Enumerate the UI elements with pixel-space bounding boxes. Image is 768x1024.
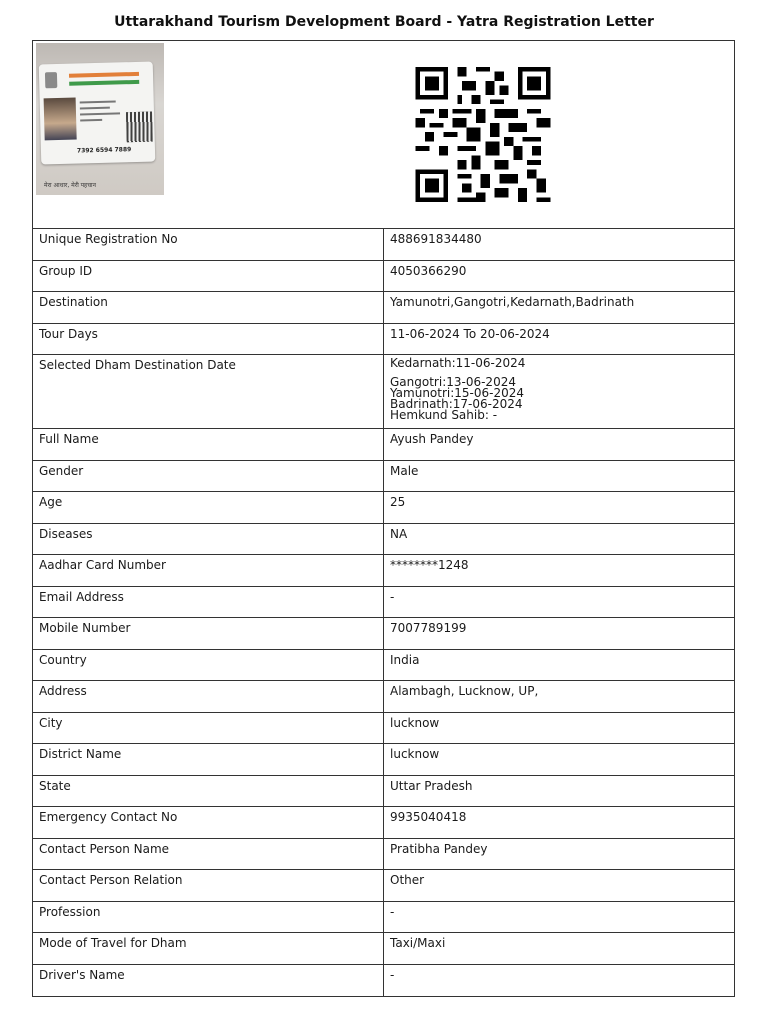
row-value-email: -	[390, 589, 395, 604]
table-row	[33, 618, 734, 650]
card-qr-icon	[126, 112, 153, 143]
row-label-dham-dates: Selected Dham Destination Date	[33, 355, 384, 428]
row-value-address: Alambagh, Lucknow, UP,	[390, 684, 539, 698]
table-row	[33, 713, 734, 745]
row-value-travel-mode: Taxi/Maxi	[390, 936, 446, 950]
table-row	[33, 261, 734, 293]
row-label-registration-no: Unique Registration No	[33, 229, 384, 260]
card-text-line	[80, 107, 110, 110]
row-value-state: Uttar Pradesh	[390, 778, 473, 793]
card-holder-photo	[44, 98, 77, 141]
row-label-contact-relation: Contact Person Relation	[33, 870, 384, 901]
row-value-destination: Yamunotri,Gangotri,Kedarnath,Badrinath	[390, 295, 635, 309]
table-row	[33, 429, 734, 461]
row-value-driver-name: -	[390, 967, 395, 982]
row-label-city: City	[33, 713, 384, 744]
qr-code-icon	[413, 67, 553, 202]
row-label-aadhar: Aadhar Card Number	[33, 555, 384, 586]
registration-table	[32, 40, 735, 997]
table-row	[33, 681, 734, 713]
aadhar-card	[39, 62, 156, 165]
table-row	[33, 229, 734, 261]
row-value-city: lucknow	[390, 715, 440, 730]
table-row	[33, 355, 734, 429]
table-row	[33, 292, 734, 324]
row-label-driver-name: Driver's Name	[33, 965, 384, 997]
row-label-contact-person: Contact Person Name	[33, 839, 384, 870]
row-value-country: India	[390, 652, 420, 667]
card-text-line	[80, 119, 102, 122]
row-label-district: District Name	[33, 744, 384, 775]
row-value-aadhar: ********1248	[390, 558, 469, 572]
row-label-tour-days: Tour Days	[33, 324, 384, 355]
card-footer-text: मेरा आधार, मेरी पहचान	[44, 182, 96, 189]
table-row	[33, 933, 734, 965]
dham-date-yamunotri: Yamunotri:15-06-2024	[390, 386, 525, 400]
row-label-state: State	[33, 776, 384, 807]
table-row	[33, 744, 734, 776]
row-value-tour-days: 11-06-2024 To 20-06-2024	[390, 326, 550, 341]
card-band-saffron	[69, 72, 139, 78]
row-label-email: Email Address	[33, 587, 384, 618]
row-value-dham-dates	[384, 355, 734, 428]
table-row	[33, 650, 734, 682]
card-text-line	[80, 101, 116, 104]
dham-date-kedarnath: Kedarnath:11-06-2024	[390, 356, 526, 370]
table-row	[33, 492, 734, 524]
row-value-district: lucknow	[390, 747, 440, 761]
row-value-emergency-contact: 9935040418	[390, 810, 467, 824]
header-row	[33, 41, 734, 229]
row-label-profession: Profession	[33, 902, 384, 933]
table-row	[33, 776, 734, 808]
row-label-travel-mode: Mode of Travel for Dham	[33, 933, 384, 964]
emblem-icon	[45, 72, 57, 88]
table-row	[33, 807, 734, 839]
card-band-green	[69, 80, 139, 86]
table-row	[33, 587, 734, 619]
row-label-age: Age	[33, 492, 384, 523]
row-value-diseases: NA	[390, 526, 408, 541]
row-value-registration-no: 488691834480	[390, 232, 482, 246]
row-value-contact-person: Pratibha Pandey	[390, 841, 488, 856]
row-label-group-id: Group ID	[33, 261, 384, 292]
table-row	[33, 461, 734, 493]
table-row	[33, 902, 734, 934]
table-row	[33, 965, 734, 997]
row-value-contact-relation: Other	[390, 873, 425, 887]
row-label-diseases: Diseases	[33, 524, 384, 555]
row-label-gender: Gender	[33, 461, 384, 492]
dham-date-hemkund: Hemkund Sahib: -	[390, 408, 498, 422]
row-label-destination: Destination	[33, 292, 384, 323]
table-row	[33, 870, 734, 902]
dham-date-badrinath: Badrinath:17-06-2024	[390, 397, 523, 411]
table-row	[33, 555, 734, 587]
row-label-mobile: Mobile Number	[33, 618, 384, 649]
aadhar-card-photo	[36, 43, 164, 195]
row-value-gender: Male	[390, 463, 419, 478]
row-value-full-name: Ayush Pandey	[390, 432, 474, 446]
row-value-group-id: 4050366290	[390, 263, 467, 278]
row-value-age: 25	[390, 495, 406, 509]
row-label-country: Country	[33, 650, 384, 681]
table-row	[33, 524, 734, 556]
card-text-line	[80, 112, 120, 115]
row-label-address: Address	[33, 681, 384, 712]
table-row	[33, 839, 734, 871]
row-value-mobile: 7007789199	[390, 621, 467, 635]
row-value-profession: -	[390, 904, 395, 919]
dham-date-gangotri: Gangotri:13-06-2024	[390, 375, 516, 389]
document-title: Uttarakhand Tourism Development Board - Yatra Registration Letter	[114, 14, 654, 30]
card-number: 7392 6594 7889	[76, 146, 132, 155]
row-label-full-name: Full Name	[33, 429, 384, 460]
row-label-emergency-contact: Emergency Contact No	[33, 807, 384, 838]
table-row	[33, 324, 734, 356]
